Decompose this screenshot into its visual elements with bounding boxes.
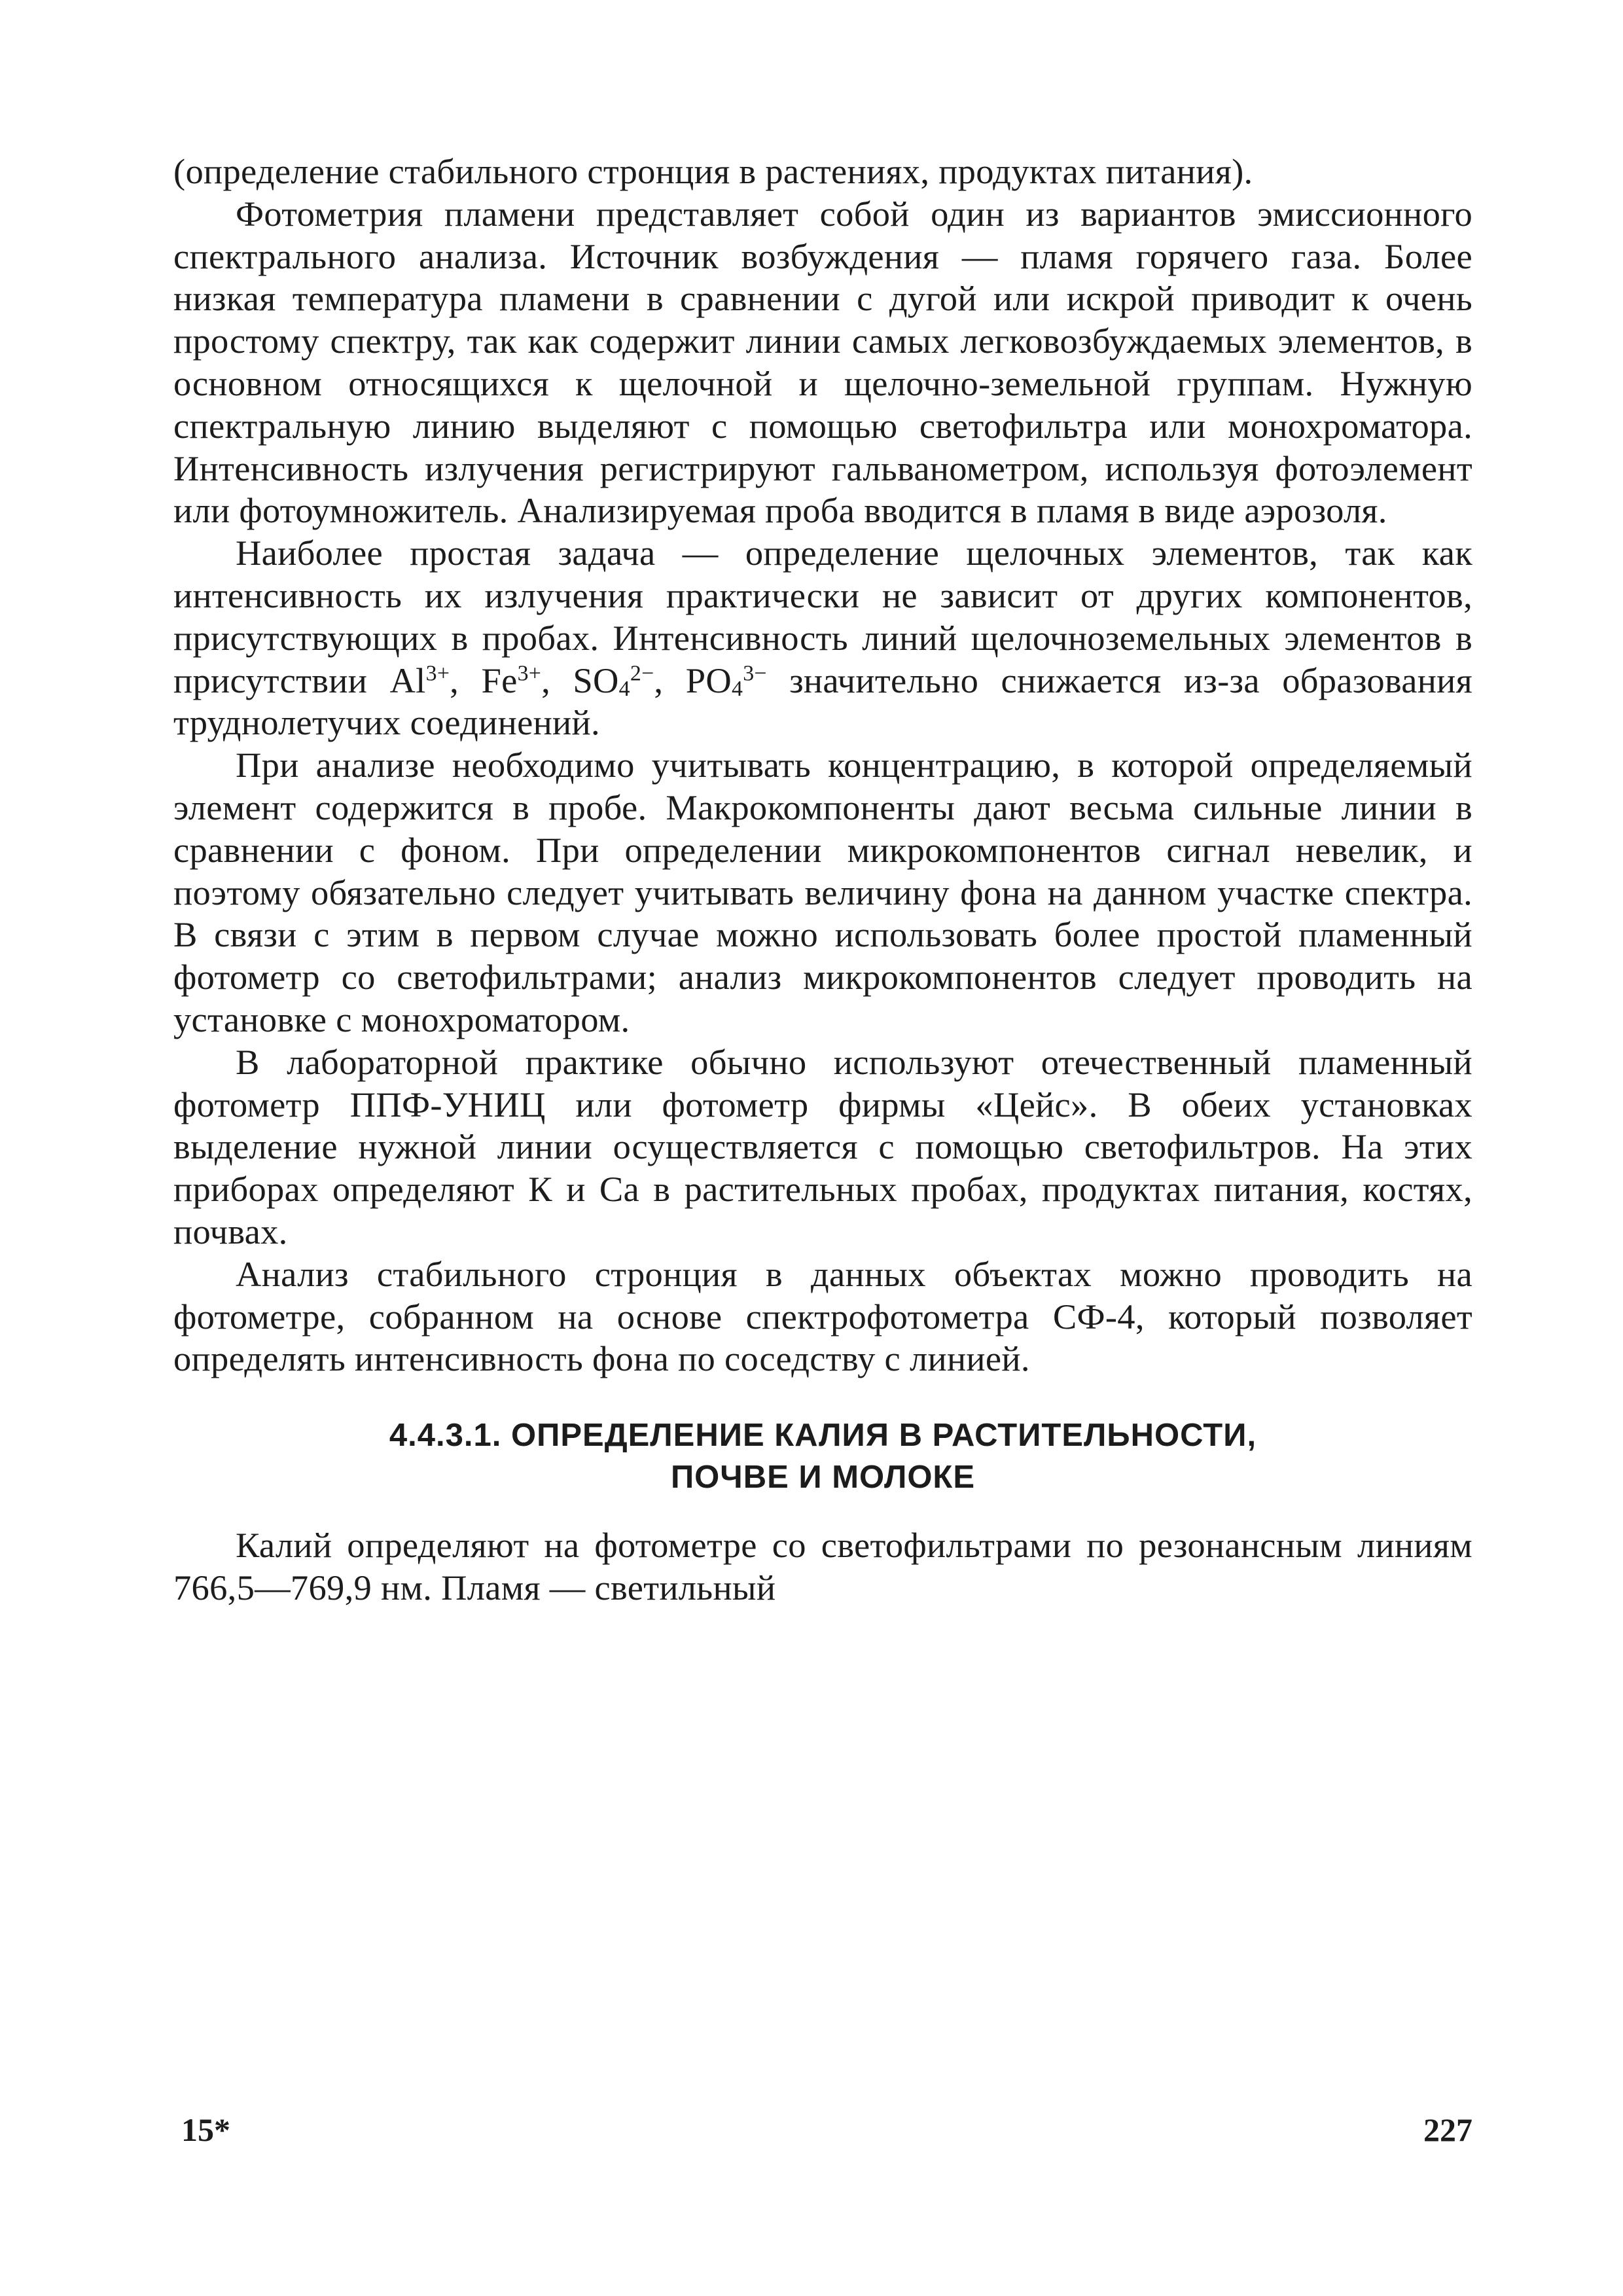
paragraph-intro-continuation: (определение стабильного стронция в растениях, продуктах питания). [173, 151, 1253, 191]
page-number: 227 [1423, 2111, 1472, 2148]
ion-fe: $Fe^{3+}$ [481, 660, 542, 700]
paragraph-alkali-elements: Наиболее простая задача — определение щелочных элементов, так как интенсивность их излучения практически не зависит от других компонентов, присутствующих в пробах. Интенсивность линий щелочноземельных элементов в присутствии $Al^{3+}$, $Fe^{3+}$, $SO_4^{2-}$, $PO_4^{3-}$ значительно снижается из-за образования труднолетучих соединений. [173, 533, 1473, 743]
section-heading [173, 1414, 1472, 1498]
paragraph-strontium-analysis: Анализ стабильного стронция в данных объектах можно проводить на фотометре, собранном на основе спектрофотометра СФ-4, который позволяет определять интенсивность фона по соседству с линией. [173, 1253, 1472, 1379]
section-heading-line-2: ПОЧВЕ И МОЛОКЕ [670, 1460, 976, 1496]
section-heading-line-1: 4.4.3.1. ОПРЕДЕЛЕНИЕ КАЛИЯ В РАСТИТЕЛЬНОСТИ, [389, 1418, 1257, 1454]
ion-so4: $SO_4^{2-}$ [573, 660, 654, 701]
paragraph-potassium: Калий определяют на фотометре со светофильтрами по резонансным линиям 766,5—769,9 нм. Пламя — светильный [173, 1525, 1472, 1607]
para3-text-after: значительно снижается из-за образования труднолетучих соединений. [173, 660, 1473, 743]
paragraph-flame-photometry: Фотометрия пламени представляет собой один из вариантов эмиссионного спектрального анализа. Источник возбуждения — пламя горячего газа. Более низкая температура пламени в сравнении с дугой или искрой приводит к очень простому спектру, так как содержит линии самых легковозбуждаемых элементов, в основном относящихся к щелочной и щелочно-земельной группам. Нужную спектральную линию выделяют с помощью светофильтра или монохроматора. Интенсивность излучения регистрируют гальванометром, используя фотоэлемент или фотоумножитель. Анализируемая проба вводится в пламя в виде аэрозоля. [173, 193, 1472, 531]
para3-text-before: Наиболее простая задача — определение щелочных элементов, так как интенсивность их излучения практически не зависит от других компонентов, присутствующих в пробах. Интенсивность линий щелочноземельных элементов в присутствии [173, 533, 1472, 700]
ion-po4: $PO_4^{3-}$ [685, 660, 767, 701]
page-body [173, 151, 1472, 1609]
ion-al: $Al^{3+}$ [389, 660, 450, 700]
page-footer [173, 2111, 1472, 2157]
paragraph-lab-practice: В лабораторной практике обычно используют отечественный пламенный фотометр ППФ-УНИЦ или фотометр фирмы «Цейс». В обеих установках выделение нужной линии осуществляется с помощью светофильтров. На этих приборах определяют К и Са в растительных пробах, продуктах питания, костях, почвах. [173, 1041, 1472, 1251]
signature-mark: 15* [181, 2111, 230, 2148]
paragraph-concentration: При анализе необходимо учитывать концентрацию, в которой определяемый элемент содержится в пробе. Макрокомпоненты дают весьма сильные линии в сравнении с фоном. При определении микрокомпонентов сигнал невелик, и поэтому обязательно следует учитывать величину фона на данном участке спектра. В связи с этим в первом случае можно использовать более простой пламенный фотометр со светофильтрами; анализ микрокомпонентов следует проводить на установке с монохроматором. [173, 745, 1472, 1039]
